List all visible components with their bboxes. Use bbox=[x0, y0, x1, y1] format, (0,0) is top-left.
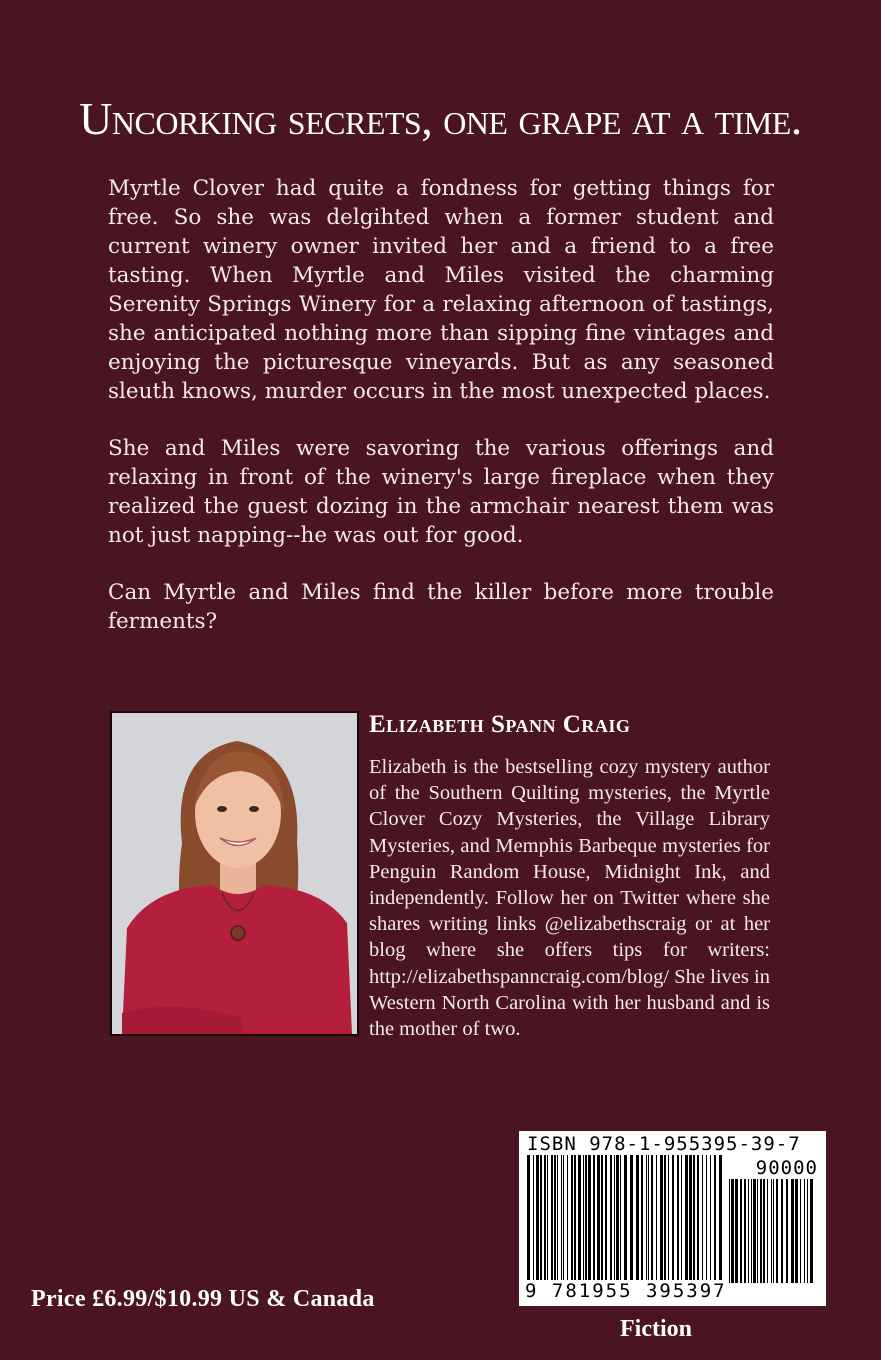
price-label: Price £6.99/$10.99 US & Canada bbox=[31, 1286, 375, 1312]
barcode-bar bbox=[593, 1155, 595, 1283]
barcode-bars bbox=[527, 1155, 723, 1283]
barcode-bar bbox=[536, 1155, 539, 1283]
blurb-paragraph: She and Miles were savoring the various offerings and relaxing in front of the winery's large fireplace when they realized the guest dozing in the armchair nearest them was not just napping--he was out for good. bbox=[108, 436, 774, 548]
tagline: Uncorking secrets, one grape at a time. bbox=[79, 93, 802, 144]
barcode-bar bbox=[605, 1155, 607, 1283]
barcode-bar bbox=[578, 1155, 581, 1283]
barcode-bar bbox=[757, 1179, 758, 1283]
barcode-bar bbox=[685, 1155, 688, 1283]
barcode-bar bbox=[751, 1179, 752, 1283]
barcode-bar bbox=[677, 1155, 679, 1283]
barcode-bar bbox=[664, 1155, 666, 1283]
barcode-bar bbox=[636, 1155, 639, 1283]
author-name: Elizabeth Spann Craig bbox=[369, 711, 631, 738]
barcode-bar bbox=[731, 1179, 734, 1283]
barcode-addon-price: 90000 bbox=[755, 1157, 818, 1179]
blurb-paragraph: Can Myrtle and Miles find the killer before more trouble ferments? bbox=[108, 580, 774, 634]
barcode-bar bbox=[714, 1155, 716, 1283]
barcode-bar bbox=[646, 1155, 647, 1283]
barcode-bar bbox=[763, 1179, 765, 1283]
barcode-bar bbox=[651, 1155, 653, 1283]
barcode-bar bbox=[719, 1155, 722, 1283]
blurb-paragraph: Myrtle Clover had quite a fondness for getting things for free. So she was delgihted when a former student and current winery owner invited her and a friend to a free tasting. When Myrtle and Miles visited the charming Serenity Springs Winery for a relaxing afternoon of tastings, she anticipated nothing more than sipping fine vintages and enjoying the picturesque vineyards. But as any seasoned sleuth knows, murder occurs in the most unexpected places. bbox=[108, 176, 774, 404]
barcode-bar bbox=[614, 1155, 615, 1283]
barcode-digits: 9 781955 395397 bbox=[525, 1280, 727, 1302]
barcode-bar bbox=[527, 1155, 530, 1283]
genre-label: Fiction bbox=[620, 1316, 692, 1342]
barcode-bar bbox=[585, 1155, 587, 1283]
barcode-bar bbox=[760, 1179, 762, 1283]
barcode-bar bbox=[776, 1179, 778, 1283]
barcode-bar bbox=[773, 1179, 774, 1283]
barcode-bar bbox=[547, 1155, 548, 1283]
barcode-bar bbox=[810, 1179, 813, 1283]
barcode-bar bbox=[740, 1179, 742, 1283]
barcode-bar bbox=[702, 1155, 703, 1283]
barcode-bar bbox=[616, 1155, 619, 1283]
barcode-bar bbox=[583, 1155, 584, 1283]
barcode-bar bbox=[557, 1155, 558, 1283]
barcode-bar bbox=[563, 1155, 564, 1283]
barcode-bar bbox=[771, 1179, 772, 1283]
barcode-bar bbox=[610, 1155, 612, 1283]
barcode-bar bbox=[748, 1179, 749, 1283]
barcode-addon-bars bbox=[729, 1179, 819, 1283]
author-photo bbox=[110, 711, 359, 1036]
barcode-bar bbox=[710, 1155, 711, 1283]
book-blurb bbox=[108, 174, 774, 664]
barcode-bar bbox=[791, 1179, 794, 1283]
barcode-bar bbox=[804, 1179, 805, 1283]
isbn-label: ISBN 978-1-955395-39-7 bbox=[527, 1133, 801, 1155]
barcode-bar bbox=[697, 1155, 699, 1283]
barcode-bar bbox=[681, 1155, 682, 1283]
barcode-bar bbox=[800, 1179, 801, 1283]
barcode-bar bbox=[601, 1155, 603, 1283]
barcode-bar bbox=[597, 1155, 600, 1283]
barcode-bar bbox=[729, 1179, 730, 1283]
barcode-bar bbox=[641, 1155, 643, 1283]
barcode-bar bbox=[807, 1179, 808, 1283]
barcode-bar bbox=[533, 1155, 534, 1283]
barcode-bar bbox=[795, 1179, 798, 1283]
barcode-bar bbox=[540, 1155, 542, 1283]
barcode-bar bbox=[660, 1155, 663, 1283]
barcode-bar bbox=[668, 1155, 669, 1283]
barcode-bar bbox=[735, 1179, 738, 1283]
barcode-bar bbox=[624, 1155, 627, 1283]
barcode-bar bbox=[554, 1155, 556, 1283]
barcode-bar bbox=[588, 1155, 591, 1283]
barcode-bar bbox=[744, 1179, 746, 1283]
barcode-bar bbox=[544, 1155, 546, 1283]
barcode-bar bbox=[561, 1155, 562, 1283]
barcode-bar bbox=[571, 1155, 573, 1283]
barcode-bar bbox=[574, 1155, 576, 1283]
barcode-bar bbox=[689, 1155, 692, 1283]
barcode-bar bbox=[706, 1155, 707, 1283]
barcode-bar bbox=[781, 1179, 783, 1283]
author-bio: Elizabeth is the bestselling cozy mystery author of the Southern Quilting mysteries, the Myrtle Clover Cozy Mysteries, the Village Library Mysteries, and Memphis Barbeque mysteries for Penguin Random House, Midnight Ink, and independently. Follow her on Twitter where she shares writing links @elizabethscraig or at her blog where she offers tips for writers: http://elizabethspanncraig.com/blog/ She lives in Western North Carolina with her husband and is the mother of two. bbox=[369, 756, 770, 1041]
barcode-bar bbox=[648, 1155, 649, 1283]
barcode-bar bbox=[693, 1155, 695, 1283]
barcode-bar bbox=[630, 1155, 633, 1283]
barcode-bar bbox=[567, 1155, 568, 1283]
isbn-barcode bbox=[519, 1131, 826, 1306]
barcode-bar bbox=[767, 1179, 768, 1283]
barcode-bar bbox=[753, 1179, 756, 1283]
barcode-bar bbox=[786, 1179, 788, 1283]
barcode-bar bbox=[672, 1155, 674, 1283]
barcode-bar bbox=[551, 1155, 553, 1283]
barcode-bar bbox=[620, 1155, 621, 1283]
barcode-bar bbox=[656, 1155, 657, 1283]
